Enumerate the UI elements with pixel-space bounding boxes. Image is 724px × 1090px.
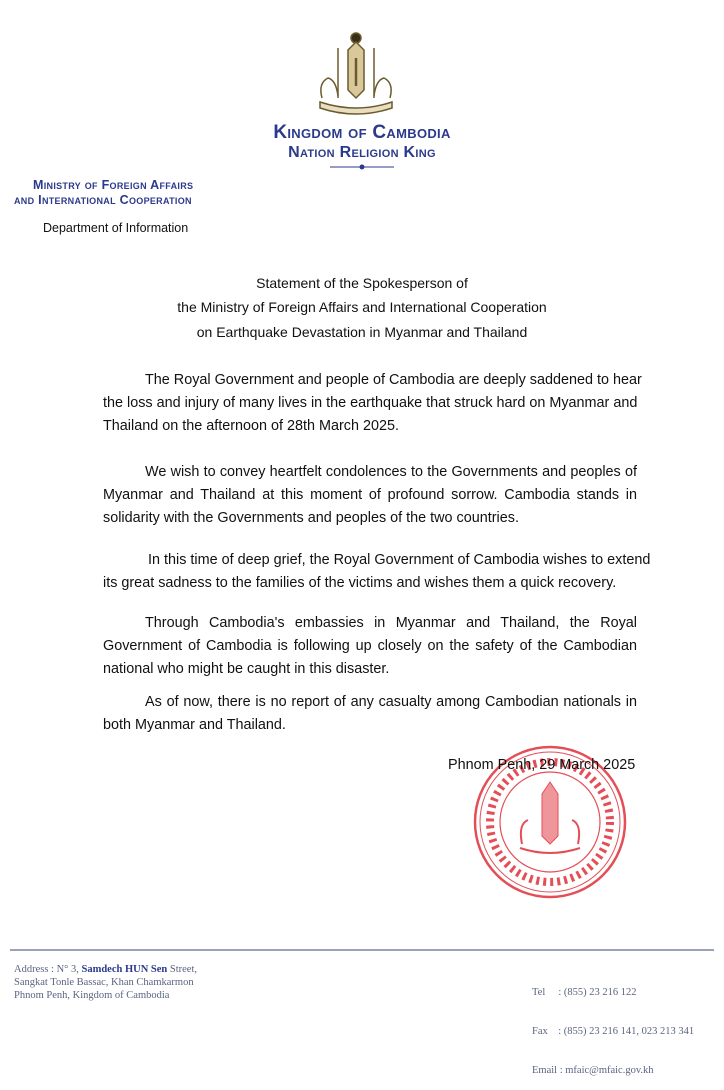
department-name: Department of Information xyxy=(43,221,189,235)
address-label: Address : N° 3, xyxy=(14,964,82,975)
contact-email[interactable]: Email : mfaic@mfaic.gov.kh xyxy=(532,1065,654,1076)
paragraph xyxy=(103,461,637,530)
footer-contact xyxy=(532,960,694,1090)
paragraph-line: Myanmar and Thailand at this moment of profound sorrow. Cambodia stands in xyxy=(103,487,637,503)
footer-address xyxy=(14,963,197,1002)
paragraph xyxy=(103,369,642,438)
paragraph xyxy=(103,691,637,737)
statement-title-line: Statement of the Spokesperson of xyxy=(256,275,468,291)
statement-title-line: the Ministry of Foreign Affairs and International Cooperation xyxy=(177,299,547,315)
statement-title-line: on Earthquake Devastation in Myanmar and Thailand xyxy=(196,324,528,340)
country-name: Kingdom of Cambodia xyxy=(273,122,451,143)
paragraph-line: national who might be caught in this disaster. xyxy=(103,661,390,677)
address-street: Samdech HUN Sen xyxy=(81,964,168,975)
paragraph-line: both Myanmar and Thailand. xyxy=(103,717,286,733)
paragraph-line: the loss and injury of many lives in the earthquake that struck hard on Myanmar and xyxy=(103,395,638,411)
ministry-name-line2: and International Cooperation xyxy=(14,193,192,207)
ornament-divider-icon xyxy=(330,163,394,171)
paragraph xyxy=(103,549,651,595)
paragraph-line: We wish to convey heartfelt condolences to the Governments and peoples of xyxy=(145,464,637,480)
paragraph-line: Through Cambodia's embassies in Myanmar and Thailand, the Royal xyxy=(145,615,637,631)
paragraph-line: solidarity with the Governments and peoples of the two countries. xyxy=(103,510,519,526)
address-street-suffix: Street, xyxy=(167,964,198,975)
address-line2: Sangkat Tonle Bassac, Khan Chamkarmon xyxy=(14,977,194,988)
place-and-date: Phnom Penh, 29 March 2025 xyxy=(448,757,636,773)
paragraph xyxy=(103,612,637,681)
contact-fax: Fax : (855) 23 216 141, 023 213 341 xyxy=(532,1026,695,1037)
ministry-name-line1: Ministry of Foreign Affairs xyxy=(33,178,194,192)
paragraph-line: As of now, there is no report of any casualty among Cambodian nationals in xyxy=(145,694,637,710)
paragraph-line: In this time of deep grief, the Royal Government of Cambodia wishes to extend xyxy=(148,552,651,568)
national-motto: Nation Religion King xyxy=(288,144,436,161)
royal-coat-of-arms-emblem xyxy=(308,28,404,118)
address-line3: Phnom Penh, Kingdom of Cambodia xyxy=(14,990,170,1001)
paragraph-line: The Royal Government and people of Cambodia are deeply saddened to hear xyxy=(145,372,642,388)
paragraph-line: Government of Cambodia is following up closely on the safety of the Cambodian xyxy=(103,638,637,654)
contact-tel: Tel : (855) 23 216 122 xyxy=(532,987,637,998)
paragraph-line: Thailand on the afternoon of 28th March 2025. xyxy=(103,418,400,434)
paragraph-line: its great sadness to the families of the victims and wishes them a quick recovery. xyxy=(103,575,617,591)
footer-divider xyxy=(10,949,714,951)
